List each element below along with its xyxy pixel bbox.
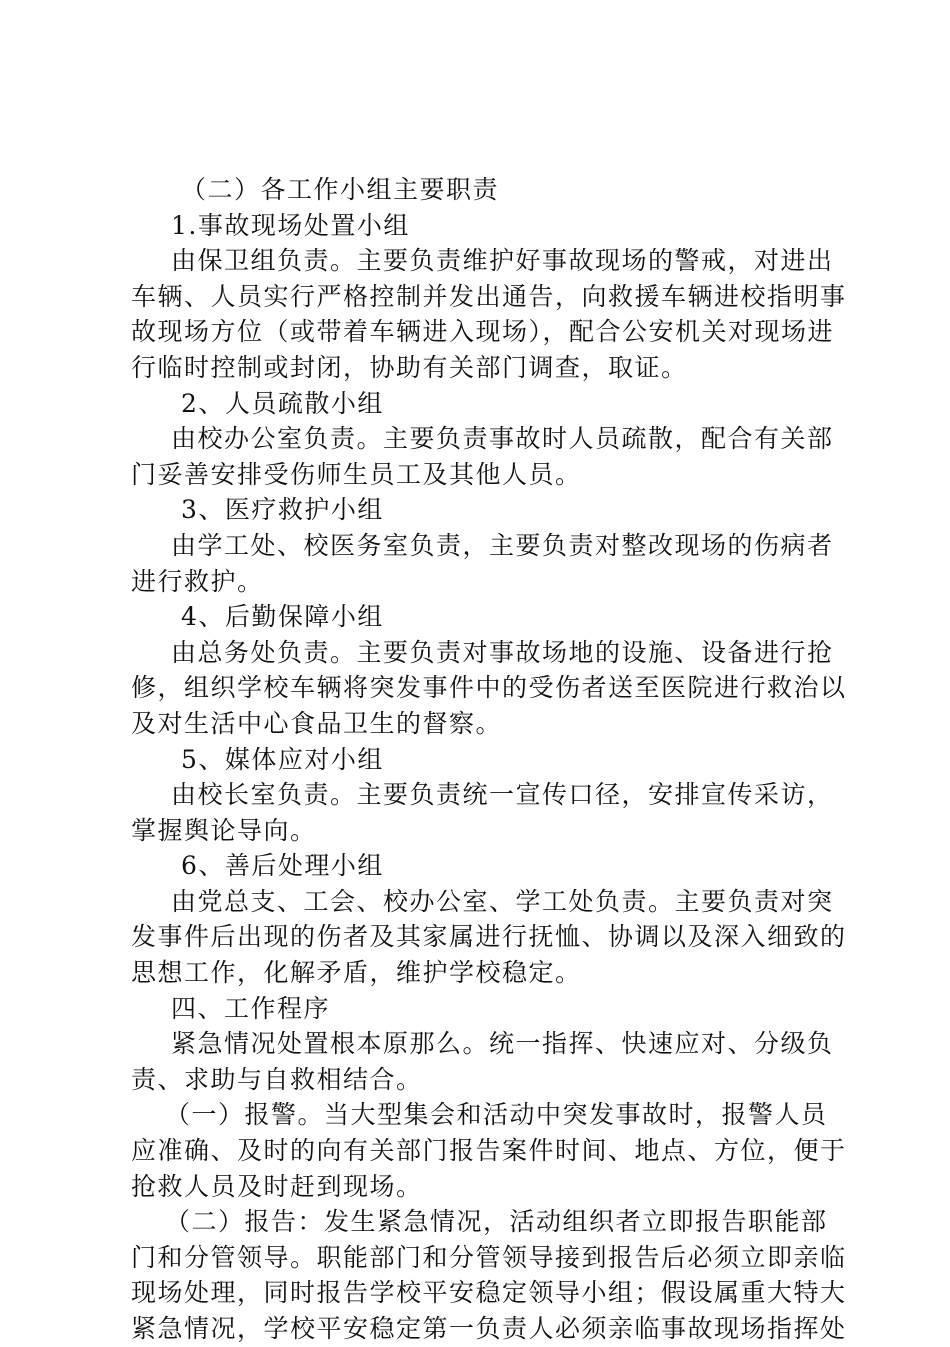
paragraph-line: 现场处理，同时报告学校平安稳定领导小组；假设属重大特大 <box>131 1278 847 1308</box>
paragraph-line: 故现场方位（或带着车辆进入现场），配合公安机关对现场进 <box>131 317 835 347</box>
paragraph-line: 掌握舆论导向。 <box>131 815 317 845</box>
paragraph-line: 紧急情况，学校平安稳定第一负责人必须亲临事故现场指挥处 <box>131 1314 847 1343</box>
paragraph-line: 由总务处负责。主要负责对事故场地的设施、设备进行抢 <box>171 637 834 667</box>
paragraph-line: 行临时控制或封闭，协助有关部门调查，取证。 <box>131 352 688 382</box>
paragraph-line: （一）报警。当大型集会和活动中突发事故时，报警人员 <box>165 1100 828 1130</box>
subsection-heading: 6、善后处理小组 <box>181 851 384 881</box>
paragraph-line: 由党总支、工会、校办公室、学工处负责。主要负责对突 <box>171 886 834 916</box>
section-heading: （二）各工作小组主要职责 <box>181 175 500 204</box>
paragraph-line: 紧急情况处置根本原那么。统一指挥、快速应对、分级负 <box>171 1029 834 1059</box>
paragraph-line: 进行救护。 <box>131 566 264 596</box>
paragraph-line: 应准确、及时的向有关部门报告案件时间、地点、方位，便于 <box>131 1136 847 1166</box>
paragraph-line: 责、求助与自救相结合。 <box>131 1064 423 1094</box>
paragraph-line: 门妥善安排受伤师生员工及其他人员。 <box>131 459 582 489</box>
paragraph-line: 及对生活中心食品卫生的督察。 <box>131 708 503 738</box>
paragraph-line: 由学工处、校医务室负责，主要负责对整改现场的伤病者 <box>171 530 834 560</box>
subsection-heading: 4、后勤保障小组 <box>181 602 384 632</box>
paragraph-line: 车辆、人员实行严格控制并发出通告，向救援车辆进校指明事 <box>131 281 847 311</box>
paragraph-line: 由保卫组负责。主要负责维护好事故现场的警戒，对进出 <box>171 246 834 276</box>
document-body <box>131 172 847 1347</box>
subsection-heading: 3、医疗救护小组 <box>181 495 384 525</box>
paragraph-line: 抢救人员及时赶到现场。 <box>131 1171 423 1201</box>
paragraph-line: 门和分管领导。职能部门和分管领导接到报告后必须立即亲临 <box>131 1242 847 1272</box>
paragraph-line: 修，组织学校车辆将突发事件中的受伤者送至医院进行救治以 <box>131 673 847 703</box>
subsection-heading: 1.事故现场处置小组 <box>171 210 410 240</box>
paragraph-line: 思想工作，化解矛盾，维护学校稳定。 <box>131 958 582 988</box>
subsection-heading: 2、人员疏散小组 <box>181 388 384 418</box>
subsection-heading: 5、媒体应对小组 <box>181 744 384 774</box>
paragraph-line: 由校办公室负责。主要负责事故时人员疏散，配合有关部 <box>171 424 834 454</box>
paragraph-line: 发事件后出现的伤者及其家属进行抚恤、协调以及深入细致的 <box>131 922 847 952</box>
paragraph-line: （二）报告：发生紧急情况，活动组织者立即报告职能部 <box>165 1207 828 1237</box>
paragraph-line: 由校长室负责。主要负责统一宣传口径，安排宣传采访， <box>171 780 834 810</box>
section-heading: 四、工作程序 <box>171 993 331 1023</box>
